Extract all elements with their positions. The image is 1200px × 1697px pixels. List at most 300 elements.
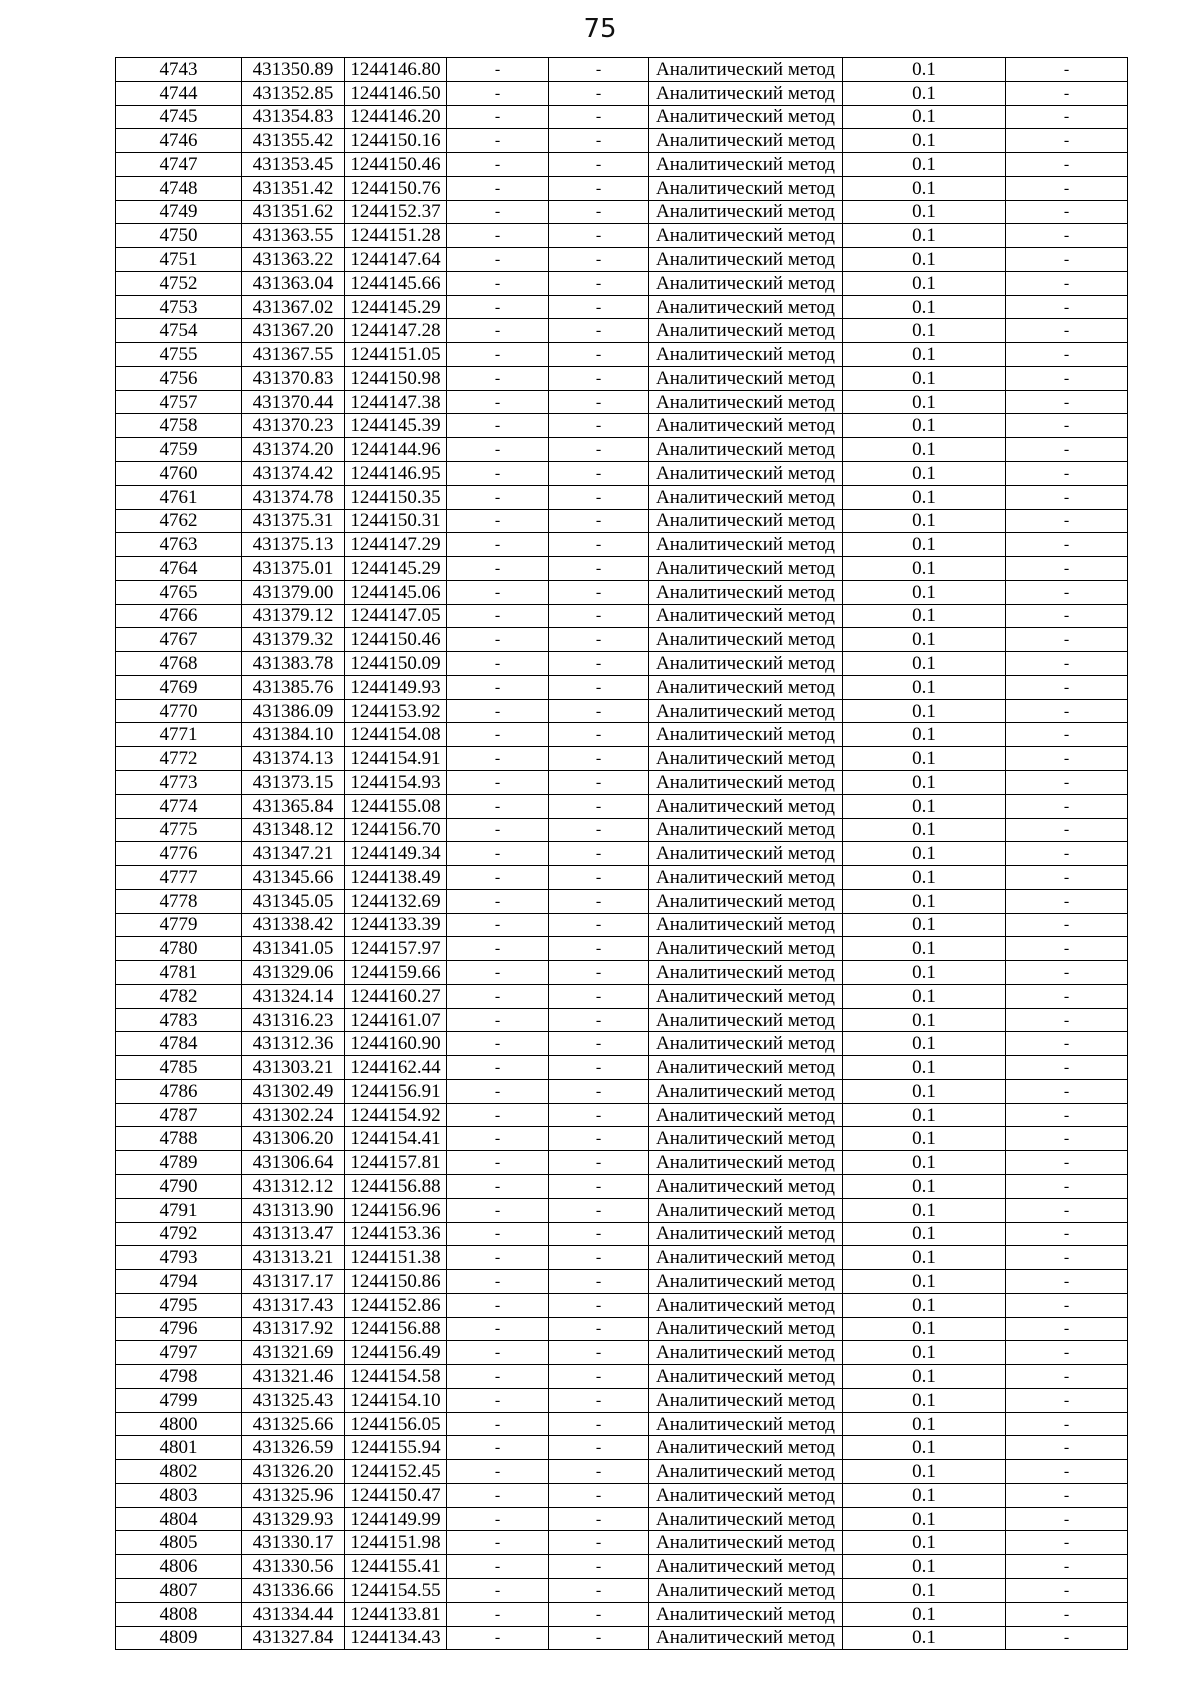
point-number-cell: 4745 [116,105,242,129]
accuracy-cell: 0.1 [843,699,1006,723]
point-number-cell: 4757 [116,390,242,414]
table-row [116,271,1128,295]
x-coordinate-cell: 431370.44 [242,390,345,414]
y-coordinate-cell: 1244147.29 [345,533,447,557]
table-row [116,604,1128,628]
method-cell: Аналитический метод [649,366,843,390]
method-cell: Аналитический метод [649,1436,843,1460]
empty-cell-2: - [549,414,649,438]
table-row [116,248,1128,272]
empty-cell-3: - [1006,1008,1128,1032]
empty-cell-3: - [1006,1174,1128,1198]
empty-cell-2: - [549,105,649,129]
x-coordinate-cell: 431317.43 [242,1293,345,1317]
empty-cell-1: - [447,343,549,367]
empty-cell-2: - [549,1579,649,1603]
method-cell: Аналитический метод [649,1388,843,1412]
empty-cell-3: - [1006,105,1128,129]
x-coordinate-cell: 431354.83 [242,105,345,129]
empty-cell-2: - [549,628,649,652]
accuracy-cell: 0.1 [843,1222,1006,1246]
empty-cell-3: - [1006,319,1128,343]
empty-cell-1: - [447,1507,549,1531]
method-cell: Аналитический метод [649,129,843,153]
empty-cell-1: - [447,485,549,509]
coordinates-table [115,57,1128,1650]
y-coordinate-cell: 1244155.41 [345,1555,447,1579]
empty-cell-3: - [1006,937,1128,961]
accuracy-cell: 0.1 [843,818,1006,842]
point-number-cell: 4790 [116,1174,242,1198]
empty-cell-1: - [447,652,549,676]
point-number-cell: 4773 [116,770,242,794]
y-coordinate-cell: 1244159.66 [345,961,447,985]
empty-cell-1: - [447,81,549,105]
method-cell: Аналитический метод [649,1056,843,1080]
point-number-cell: 4747 [116,153,242,177]
accuracy-cell: 0.1 [843,224,1006,248]
table-row [116,1198,1128,1222]
y-coordinate-cell: 1244155.08 [345,794,447,818]
method-cell: Аналитический метод [649,818,843,842]
y-coordinate-cell: 1244150.47 [345,1483,447,1507]
x-coordinate-cell: 431363.55 [242,224,345,248]
empty-cell-1: - [447,1436,549,1460]
point-number-cell: 4766 [116,604,242,628]
empty-cell-2: - [549,295,649,319]
table-row [116,1032,1128,1056]
method-cell: Аналитический метод [649,224,843,248]
empty-cell-2: - [549,1555,649,1579]
table-row [116,176,1128,200]
empty-cell-1: - [447,984,549,1008]
point-number-cell: 4763 [116,533,242,557]
point-number-cell: 4743 [116,58,242,82]
table-row [116,1436,1128,1460]
empty-cell-3: - [1006,770,1128,794]
method-cell: Аналитический метод [649,1008,843,1032]
empty-cell-1: - [447,248,549,272]
empty-cell-2: - [549,438,649,462]
y-coordinate-cell: 1244156.88 [345,1174,447,1198]
empty-cell-1: - [447,1626,549,1650]
empty-cell-1: - [447,390,549,414]
x-coordinate-cell: 431363.22 [242,248,345,272]
table-row [116,1365,1128,1389]
table-row [116,866,1128,890]
empty-cell-1: - [447,105,549,129]
method-cell: Аналитический метод [649,1626,843,1650]
empty-cell-1: - [447,1365,549,1389]
method-cell: Аналитический метод [649,105,843,129]
x-coordinate-cell: 431321.46 [242,1365,345,1389]
empty-cell-2: - [549,153,649,177]
point-number-cell: 4808 [116,1602,242,1626]
empty-cell-3: - [1006,1483,1128,1507]
method-cell: Аналитический метод [649,652,843,676]
y-coordinate-cell: 1244150.86 [345,1270,447,1294]
point-number-cell: 4755 [116,343,242,367]
method-cell: Аналитический метод [649,984,843,1008]
empty-cell-3: - [1006,271,1128,295]
table-row [116,1341,1128,1365]
y-coordinate-cell: 1244150.46 [345,628,447,652]
x-coordinate-cell: 431325.66 [242,1412,345,1436]
empty-cell-3: - [1006,1365,1128,1389]
table-row [116,200,1128,224]
empty-cell-3: - [1006,1103,1128,1127]
empty-cell-3: - [1006,818,1128,842]
y-coordinate-cell: 1244145.06 [345,580,447,604]
table-row [116,390,1128,414]
empty-cell-2: - [549,462,649,486]
accuracy-cell: 0.1 [843,1412,1006,1436]
empty-cell-1: - [447,1460,549,1484]
point-number-cell: 4779 [116,913,242,937]
y-coordinate-cell: 1244146.50 [345,81,447,105]
y-coordinate-cell: 1244134.43 [345,1626,447,1650]
y-coordinate-cell: 1244133.81 [345,1602,447,1626]
y-coordinate-cell: 1244145.29 [345,295,447,319]
method-cell: Аналитический метод [649,557,843,581]
accuracy-cell: 0.1 [843,414,1006,438]
table-row [116,961,1128,985]
y-coordinate-cell: 1244150.16 [345,129,447,153]
point-number-cell: 4775 [116,818,242,842]
empty-cell-2: - [549,1317,649,1341]
empty-cell-1: - [447,1103,549,1127]
empty-cell-3: - [1006,1507,1128,1531]
empty-cell-2: - [549,1602,649,1626]
empty-cell-2: - [549,129,649,153]
empty-cell-2: - [549,200,649,224]
empty-cell-2: - [549,961,649,985]
point-number-cell: 4796 [116,1317,242,1341]
point-number-cell: 4777 [116,866,242,890]
method-cell: Аналитический метод [649,319,843,343]
method-cell: Аналитический метод [649,747,843,771]
empty-cell-3: - [1006,129,1128,153]
y-coordinate-cell: 1244151.38 [345,1246,447,1270]
empty-cell-1: - [447,1602,549,1626]
y-coordinate-cell: 1244132.69 [345,889,447,913]
empty-cell-3: - [1006,533,1128,557]
method-cell: Аналитический метод [649,937,843,961]
accuracy-cell: 0.1 [843,652,1006,676]
accuracy-cell: 0.1 [843,248,1006,272]
empty-cell-3: - [1006,153,1128,177]
accuracy-cell: 0.1 [843,604,1006,628]
empty-cell-1: - [447,937,549,961]
empty-cell-1: - [447,462,549,486]
empty-cell-3: - [1006,224,1128,248]
y-coordinate-cell: 1244133.39 [345,913,447,937]
point-number-cell: 4759 [116,438,242,462]
y-coordinate-cell: 1244154.55 [345,1579,447,1603]
table-row [116,462,1128,486]
empty-cell-2: - [549,485,649,509]
table-row [116,675,1128,699]
table-row [116,1507,1128,1531]
point-number-cell: 4744 [116,81,242,105]
accuracy-cell: 0.1 [843,200,1006,224]
accuracy-cell: 0.1 [843,1151,1006,1175]
empty-cell-1: - [447,1555,549,1579]
x-coordinate-cell: 431321.69 [242,1341,345,1365]
empty-cell-2: - [549,1270,649,1294]
x-coordinate-cell: 431355.42 [242,129,345,153]
x-coordinate-cell: 431341.05 [242,937,345,961]
y-coordinate-cell: 1244154.10 [345,1388,447,1412]
table-row [116,913,1128,937]
method-cell: Аналитический метод [649,842,843,866]
method-cell: Аналитический метод [649,81,843,105]
x-coordinate-cell: 431353.45 [242,153,345,177]
empty-cell-1: - [447,1293,549,1317]
empty-cell-3: - [1006,438,1128,462]
empty-cell-3: - [1006,1222,1128,1246]
x-coordinate-cell: 431370.23 [242,414,345,438]
accuracy-cell: 0.1 [843,366,1006,390]
point-number-cell: 4764 [116,557,242,581]
empty-cell-3: - [1006,1412,1128,1436]
table-row [116,366,1128,390]
method-cell: Аналитический метод [649,699,843,723]
table-row [116,509,1128,533]
empty-cell-1: - [447,295,549,319]
y-coordinate-cell: 1244156.05 [345,1412,447,1436]
point-number-cell: 4778 [116,889,242,913]
table-row [116,937,1128,961]
empty-cell-3: - [1006,842,1128,866]
y-coordinate-cell: 1244146.95 [345,462,447,486]
point-number-cell: 4767 [116,628,242,652]
y-coordinate-cell: 1244146.20 [345,105,447,129]
empty-cell-3: - [1006,1246,1128,1270]
empty-cell-3: - [1006,366,1128,390]
method-cell: Аналитический метод [649,723,843,747]
accuracy-cell: 0.1 [843,390,1006,414]
table-row [116,652,1128,676]
empty-cell-3: - [1006,1626,1128,1650]
method-cell: Аналитический метод [649,1127,843,1151]
table-row [116,818,1128,842]
empty-cell-3: - [1006,747,1128,771]
point-number-cell: 4754 [116,319,242,343]
point-number-cell: 4793 [116,1246,242,1270]
point-number-cell: 4798 [116,1365,242,1389]
accuracy-cell: 0.1 [843,580,1006,604]
method-cell: Аналитический метод [649,414,843,438]
point-number-cell: 4761 [116,485,242,509]
table-row [116,580,1128,604]
empty-cell-1: - [447,1341,549,1365]
empty-cell-3: - [1006,723,1128,747]
y-coordinate-cell: 1244150.98 [345,366,447,390]
empty-cell-2: - [549,1341,649,1365]
point-number-cell: 4806 [116,1555,242,1579]
empty-cell-3: - [1006,1079,1128,1103]
empty-cell-3: - [1006,176,1128,200]
table-row [116,889,1128,913]
point-number-cell: 4802 [116,1460,242,1484]
x-coordinate-cell: 431336.66 [242,1579,345,1603]
empty-cell-2: - [549,1460,649,1484]
x-coordinate-cell: 431351.42 [242,176,345,200]
empty-cell-1: - [447,1388,549,1412]
accuracy-cell: 0.1 [843,1365,1006,1389]
empty-cell-2: - [549,533,649,557]
table-row [116,1103,1128,1127]
x-coordinate-cell: 431375.13 [242,533,345,557]
empty-cell-2: - [549,1293,649,1317]
accuracy-cell: 0.1 [843,1602,1006,1626]
empty-cell-1: - [447,770,549,794]
empty-cell-2: - [549,248,649,272]
point-number-cell: 4750 [116,224,242,248]
accuracy-cell: 0.1 [843,343,1006,367]
x-coordinate-cell: 431367.55 [242,343,345,367]
accuracy-cell: 0.1 [843,1079,1006,1103]
method-cell: Аналитический метод [649,794,843,818]
method-cell: Аналитический метод [649,200,843,224]
y-coordinate-cell: 1244156.96 [345,1198,447,1222]
empty-cell-3: - [1006,557,1128,581]
y-coordinate-cell: 1244147.38 [345,390,447,414]
point-number-cell: 4807 [116,1579,242,1603]
x-coordinate-cell: 431351.62 [242,200,345,224]
table-row [116,1412,1128,1436]
x-coordinate-cell: 431302.24 [242,1103,345,1127]
empty-cell-2: - [549,866,649,890]
y-coordinate-cell: 1244147.05 [345,604,447,628]
method-cell: Аналитический метод [649,58,843,82]
x-coordinate-cell: 431302.49 [242,1079,345,1103]
empty-cell-2: - [549,1008,649,1032]
point-number-cell: 4756 [116,366,242,390]
empty-cell-2: - [549,1079,649,1103]
point-number-cell: 4748 [116,176,242,200]
method-cell: Аналитический метод [649,628,843,652]
empty-cell-3: - [1006,1555,1128,1579]
x-coordinate-cell: 431374.78 [242,485,345,509]
x-coordinate-cell: 431330.56 [242,1555,345,1579]
empty-cell-1: - [447,913,549,937]
empty-cell-3: - [1006,961,1128,985]
table-row [116,319,1128,343]
empty-cell-2: - [549,271,649,295]
method-cell: Аналитический метод [649,1579,843,1603]
empty-cell-3: - [1006,699,1128,723]
empty-cell-2: - [549,557,649,581]
table-row [116,1270,1128,1294]
y-coordinate-cell: 1244149.34 [345,842,447,866]
accuracy-cell: 0.1 [843,1507,1006,1531]
empty-cell-1: - [447,319,549,343]
table-row [116,58,1128,82]
empty-cell-1: - [447,129,549,153]
x-coordinate-cell: 431329.93 [242,1507,345,1531]
table-row [116,984,1128,1008]
empty-cell-2: - [549,889,649,913]
empty-cell-3: - [1006,1198,1128,1222]
table-row [116,723,1128,747]
method-cell: Аналитический метод [649,248,843,272]
empty-cell-2: - [549,1222,649,1246]
empty-cell-3: - [1006,58,1128,82]
empty-cell-2: - [549,747,649,771]
empty-cell-1: - [447,580,549,604]
x-coordinate-cell: 431327.84 [242,1626,345,1650]
point-number-cell: 4751 [116,248,242,272]
table-row [116,105,1128,129]
empty-cell-1: - [447,1579,549,1603]
table-row [116,1079,1128,1103]
empty-cell-1: - [447,1317,549,1341]
method-cell: Аналитический метод [649,1317,843,1341]
y-coordinate-cell: 1244150.46 [345,153,447,177]
empty-cell-2: - [549,675,649,699]
y-coordinate-cell: 1244154.92 [345,1103,447,1127]
empty-cell-2: - [549,81,649,105]
table-row [116,129,1128,153]
empty-cell-2: - [549,937,649,961]
x-coordinate-cell: 431312.12 [242,1174,345,1198]
accuracy-cell: 0.1 [843,1483,1006,1507]
empty-cell-1: - [447,414,549,438]
accuracy-cell: 0.1 [843,770,1006,794]
x-coordinate-cell: 431345.66 [242,866,345,890]
y-coordinate-cell: 1244156.91 [345,1079,447,1103]
y-coordinate-cell: 1244150.09 [345,652,447,676]
accuracy-cell: 0.1 [843,913,1006,937]
x-coordinate-cell: 431306.20 [242,1127,345,1151]
accuracy-cell: 0.1 [843,319,1006,343]
empty-cell-1: - [447,1531,549,1555]
empty-cell-1: - [447,1151,549,1175]
empty-cell-1: - [447,509,549,533]
y-coordinate-cell: 1244138.49 [345,866,447,890]
empty-cell-3: - [1006,343,1128,367]
accuracy-cell: 0.1 [843,1174,1006,1198]
point-number-cell: 4768 [116,652,242,676]
method-cell: Аналитический метод [649,1246,843,1270]
accuracy-cell: 0.1 [843,1270,1006,1294]
empty-cell-1: - [447,557,549,581]
accuracy-cell: 0.1 [843,1008,1006,1032]
y-coordinate-cell: 1244151.28 [345,224,447,248]
point-number-cell: 4784 [116,1032,242,1056]
empty-cell-3: - [1006,81,1128,105]
x-coordinate-cell: 431348.12 [242,818,345,842]
empty-cell-2: - [549,58,649,82]
empty-cell-1: - [447,1198,549,1222]
method-cell: Аналитический метод [649,913,843,937]
empty-cell-3: - [1006,984,1128,1008]
method-cell: Аналитический метод [649,770,843,794]
point-number-cell: 4770 [116,699,242,723]
empty-cell-1: - [447,1412,549,1436]
method-cell: Аналитический метод [649,866,843,890]
empty-cell-2: - [549,1198,649,1222]
x-coordinate-cell: 431338.42 [242,913,345,937]
method-cell: Аналитический метод [649,1365,843,1389]
point-number-cell: 4797 [116,1341,242,1365]
y-coordinate-cell: 1244155.94 [345,1436,447,1460]
x-coordinate-cell: 431306.64 [242,1151,345,1175]
method-cell: Аналитический метод [649,1483,843,1507]
method-cell: Аналитический метод [649,580,843,604]
